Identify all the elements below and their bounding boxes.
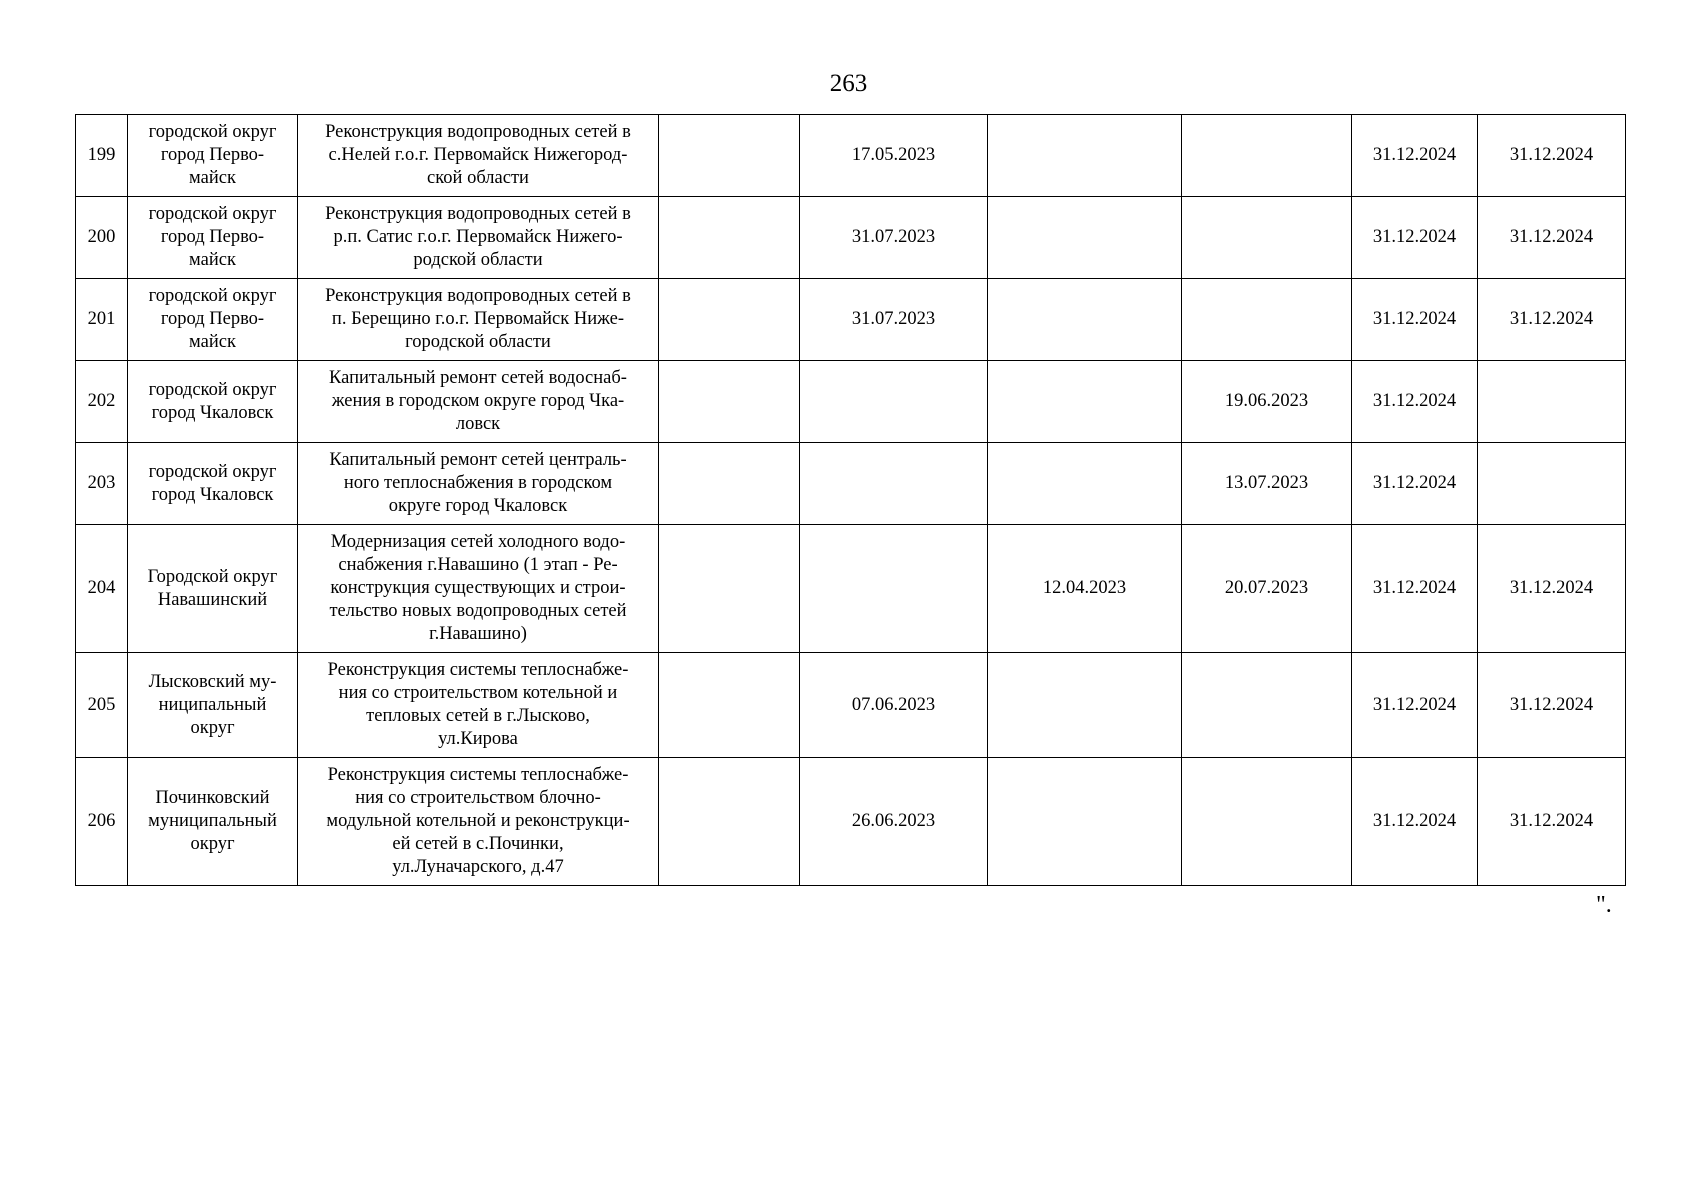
date-cell: 07.06.2023: [800, 653, 988, 758]
municipality-cell: [128, 443, 298, 525]
date-cell: 31.12.2024: [1352, 197, 1478, 279]
table-body: [76, 115, 1626, 886]
municipality-cell-line: Починковский: [155, 788, 270, 808]
date-cell: [1182, 197, 1352, 279]
date-cell: 31.12.2024: [1352, 361, 1478, 443]
date-cell: 31.12.2024: [1478, 758, 1626, 886]
municipality-cell-line: майск: [189, 332, 236, 352]
municipality-cell-line: округ: [190, 717, 235, 738]
date-cell: 12.04.2023: [988, 525, 1182, 653]
project-name-cell-line: модульной котельной и реконструкци-: [326, 811, 630, 831]
row-number-cell: 204: [76, 525, 128, 653]
date-cell: 31.12.2024: [1352, 758, 1478, 886]
date-cell: 31.12.2024: [1478, 525, 1626, 653]
project-name-cell: [298, 443, 659, 525]
date-cell: 31.12.2024: [1478, 653, 1626, 758]
date-cell: [988, 361, 1182, 443]
row-number-cell: 203: [76, 443, 128, 525]
row-number-cell: 200: [76, 197, 128, 279]
table-row: [76, 758, 1626, 886]
date-cell: 31.12.2024: [1352, 115, 1478, 197]
table-row: [76, 279, 1626, 361]
project-name-cell-line: жения в городском округе город Чка-: [331, 391, 625, 411]
project-name-cell-line: тельство новых водопроводных сетей: [329, 601, 627, 621]
date-cell: 31.12.2024: [1352, 443, 1478, 525]
project-name-cell-line: тепловых сетей в г.Лысково,: [366, 706, 590, 726]
date-cell: [800, 443, 988, 525]
project-name-cell: [298, 758, 659, 886]
municipality-cell: [128, 115, 298, 197]
date-cell: 31.07.2023: [800, 279, 988, 361]
date-cell: [1182, 279, 1352, 361]
table-row: [76, 115, 1626, 197]
project-name-cell-line: конструкция существующих и строи-: [330, 578, 626, 598]
project-name-cell-line: ния со строительством блочно-: [355, 788, 601, 808]
table-row: [76, 525, 1626, 653]
project-name-cell-line: Реконструкция водопроводных сетей в: [325, 122, 631, 142]
project-name-cell-line: с.Нелей г.о.г. Первомайск Нижегород-: [328, 145, 628, 165]
project-name-cell: [298, 361, 659, 443]
municipality-cell: [128, 525, 298, 653]
date-cell: 19.06.2023: [1182, 361, 1352, 443]
municipality-cell-line: город Перво-: [160, 227, 265, 247]
project-name-cell-line: снабжения г.Навашино (1 этап - Ре-: [338, 555, 618, 575]
empty-cell: [659, 197, 800, 279]
project-name-cell-line: г.Навашино): [429, 624, 527, 644]
date-cell: 31.07.2023: [800, 197, 988, 279]
row-number-cell: 201: [76, 279, 128, 361]
municipality-cell-line: Лысковский му-: [148, 671, 277, 692]
municipality-cell-line: город Перво-: [160, 309, 265, 329]
municipality-cell-line: городской округ: [148, 122, 277, 142]
project-name-cell: [298, 279, 659, 361]
date-cell: [988, 197, 1182, 279]
table-row: [76, 443, 1626, 525]
municipality-cell: [128, 279, 298, 361]
project-name-cell-line: р.п. Сатис г.о.г. Первомайск Нижего-: [333, 227, 623, 247]
page-number: 263: [829, 70, 868, 97]
date-cell: 20.07.2023: [1182, 525, 1352, 653]
date-cell: 13.07.2023: [1182, 443, 1352, 525]
date-cell: 31.12.2024: [1478, 197, 1626, 279]
project-name-cell-line: Капитальный ремонт сетей централь-: [329, 450, 627, 470]
project-name-cell-line: п. Берещино г.о.г. Первомайск Ниже-: [331, 309, 625, 329]
date-cell: [988, 653, 1182, 758]
date-cell: [1182, 758, 1352, 886]
municipality-cell-line: майск: [189, 168, 236, 188]
project-name-cell-line: Реконструкция водопроводных сетей в: [325, 286, 631, 306]
empty-cell: [659, 115, 800, 197]
municipality-cell-line: городской округ: [148, 286, 277, 306]
row-number-cell: 202: [76, 361, 128, 443]
municipality-cell-line: Городской округ: [147, 566, 278, 587]
municipality-cell-line: городской округ: [148, 379, 277, 400]
project-name-cell-line: Реконструкция системы теплоснабже-: [327, 660, 629, 680]
municipality-cell-line: город Перво-: [160, 145, 265, 165]
date-cell: [1478, 361, 1626, 443]
date-cell: [988, 279, 1182, 361]
table-row: [76, 361, 1626, 443]
project-name-cell-line: ного теплоснабжения в городском: [343, 473, 613, 493]
municipality-cell: [128, 197, 298, 279]
municipality-cell: [128, 758, 298, 886]
municipality-cell: [128, 653, 298, 758]
row-number-cell: 206: [76, 758, 128, 886]
project-name-cell-line: ской области: [427, 168, 529, 188]
municipality-cell-line: ниципальный: [158, 694, 267, 715]
municipality-cell-line: Навашинский: [157, 589, 268, 610]
date-cell: 17.05.2023: [800, 115, 988, 197]
municipality-cell-line: городской округ: [148, 461, 277, 482]
project-name-cell-line: Капитальный ремонт сетей водоснаб-: [329, 368, 627, 388]
project-name-cell-line: родской области: [413, 250, 543, 270]
date-cell: [988, 443, 1182, 525]
project-name-cell: [298, 197, 659, 279]
municipality-cell-line: майск: [189, 250, 236, 270]
date-cell: 31.12.2024: [1478, 115, 1626, 197]
date-cell: [1478, 443, 1626, 525]
project-name-cell-line: ул.Луначарского, д.47: [392, 857, 564, 877]
date-cell: 31.12.2024: [1352, 525, 1478, 653]
project-name-cell-line: городской области: [405, 332, 551, 352]
table-row: [76, 197, 1626, 279]
date-cell: 31.12.2024: [1352, 279, 1478, 361]
closing-quote-mark: ".: [1596, 892, 1612, 918]
date-cell: [988, 115, 1182, 197]
date-cell: 31.12.2024: [1352, 653, 1478, 758]
empty-cell: [659, 525, 800, 653]
municipality-cell-line: городской округ: [148, 204, 277, 224]
date-cell: 26.06.2023: [800, 758, 988, 886]
empty-cell: [659, 758, 800, 886]
municipality-cell-line: город Чкаловск: [151, 484, 274, 505]
date-cell: [1182, 115, 1352, 197]
empty-cell: [659, 653, 800, 758]
municipality-cell-line: город Чкаловск: [151, 402, 274, 423]
date-cell: [1182, 653, 1352, 758]
project-name-cell: [298, 525, 659, 653]
project-name-cell-line: ния со строительством котельной и: [338, 683, 618, 703]
project-name-cell-line: Модернизация сетей холодного водо-: [330, 532, 626, 552]
project-name-cell-line: округе город Чкаловск: [388, 496, 568, 516]
date-cell: 31.12.2024: [1478, 279, 1626, 361]
project-name-cell-line: ул.Кирова: [438, 729, 518, 749]
project-name-cell-line: ей сетей в с.Починки,: [392, 834, 564, 854]
municipality-cell: [128, 361, 298, 443]
projects-table: [75, 114, 1626, 886]
empty-cell: [659, 279, 800, 361]
project-name-cell: [298, 115, 659, 197]
date-cell: [800, 361, 988, 443]
municipality-cell-line: муниципальный: [148, 811, 277, 831]
date-cell: [988, 758, 1182, 886]
project-name-cell-line: Реконструкция системы теплоснабже-: [327, 765, 629, 785]
project-name-cell-line: Реконструкция водопроводных сетей в: [325, 204, 631, 224]
row-number-cell: 205: [76, 653, 128, 758]
table-row: [76, 653, 1626, 758]
project-name-cell-line: ловск: [455, 414, 501, 434]
empty-cell: [659, 443, 800, 525]
empty-cell: [659, 361, 800, 443]
row-number-cell: 199: [76, 115, 128, 197]
date-cell: [800, 525, 988, 653]
project-name-cell: [298, 653, 659, 758]
municipality-cell-line: округ: [190, 834, 235, 854]
